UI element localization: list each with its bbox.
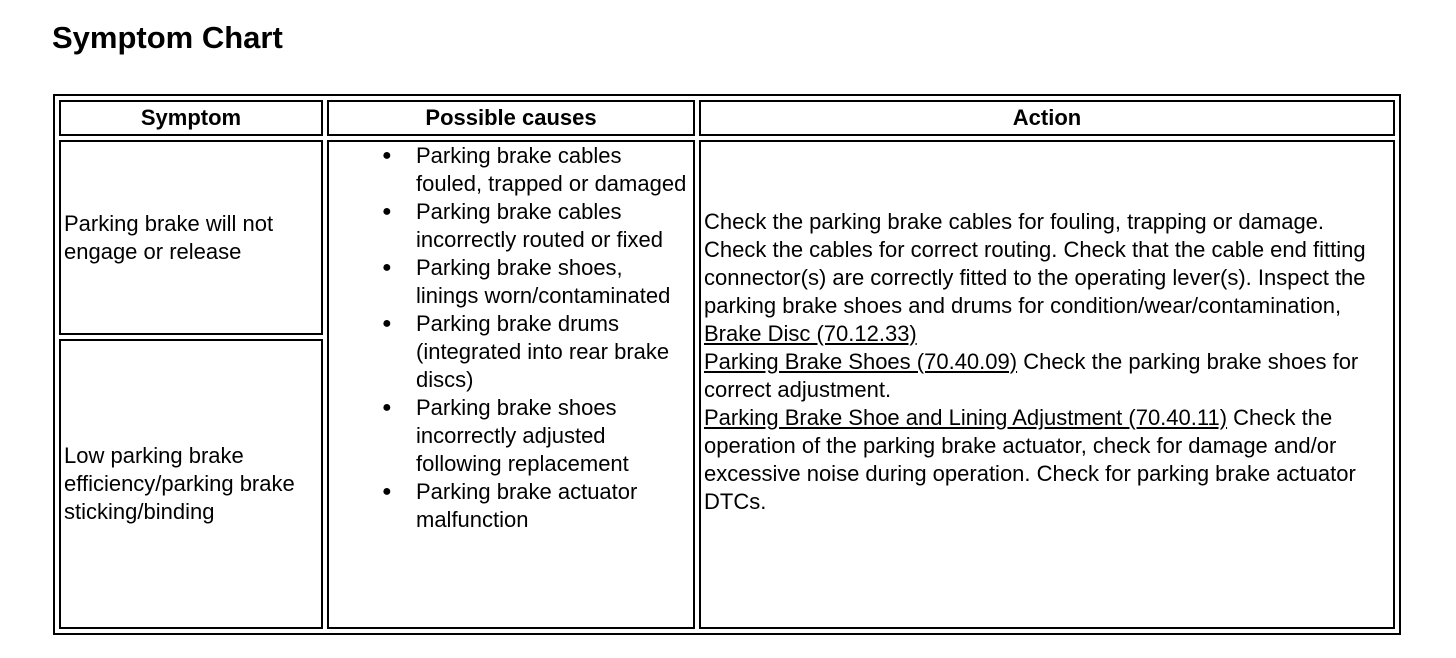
cause-text: Parking brake drums (integrated into rear brake discs) (416, 311, 670, 392)
header-possible-causes: Possible causes (327, 100, 695, 136)
list-item (332, 254, 690, 310)
bullet-icon: ● (382, 399, 392, 416)
list-item (332, 394, 690, 478)
symptom-cell: Parking brake will not engage or release (59, 140, 323, 335)
list-item (332, 478, 690, 534)
action-text: Check the parking brake shoes for correct adjustment. (704, 348, 1359, 402)
shoe-lining-adjustment-link[interactable]: Parking Brake Shoe and Lining Adjustment (70.40.11) (704, 404, 1228, 430)
cause-text: Parking brake shoes, linings worn/contaminated (416, 255, 671, 308)
bullet-icon: ● (382, 259, 392, 276)
cause-text: Parking brake actuator malfunction (416, 479, 638, 532)
cause-text: Parking brake shoes incorrectly adjusted following replacement (416, 395, 629, 476)
action-text: Check the operation of the parking brake actuator, check for damage and/or excessive noise during operation. Check for parking brake actuator DTCs. (704, 404, 1356, 514)
bullet-icon: ● (382, 203, 392, 220)
action-text: Check the parking brake cables for fouling, trapping or damage. Check the cables for correct routing. Check that the cable end fitting connector(s) are correctly fitted to the operating lever(s). Inspect the parking brake shoes and drums for condition/wear/contamination, (704, 208, 1366, 318)
parking-brake-shoes-link[interactable]: Parking Brake Shoes (70.40.09) (704, 348, 1018, 374)
causes-list (332, 142, 690, 534)
header-row (59, 100, 1395, 136)
header-symptom: Symptom (59, 100, 323, 136)
symptom-cell: Low parking brake efficiency/parking brake sticking/binding (59, 339, 323, 629)
action-text-block (704, 208, 1390, 562)
page-title: Symptom Chart (52, 20, 283, 55)
symptom-table (53, 94, 1401, 635)
action-cell (699, 140, 1395, 629)
list-item (332, 198, 690, 254)
brake-disc-link[interactable]: Brake Disc (70.12.33) (704, 320, 917, 346)
bullet-icon: ● (382, 483, 392, 500)
bullet-icon: ● (382, 147, 392, 164)
possible-causes-cell (327, 140, 695, 629)
list-item (332, 310, 690, 394)
table-row (59, 140, 1395, 335)
cause-text: Parking brake cables fouled, trapped or damaged (416, 143, 687, 196)
list-item (332, 142, 690, 198)
bullet-icon: ● (382, 315, 392, 332)
cause-text: Parking brake cables incorrectly routed or fixed (416, 199, 663, 252)
header-action: Action (699, 100, 1395, 136)
